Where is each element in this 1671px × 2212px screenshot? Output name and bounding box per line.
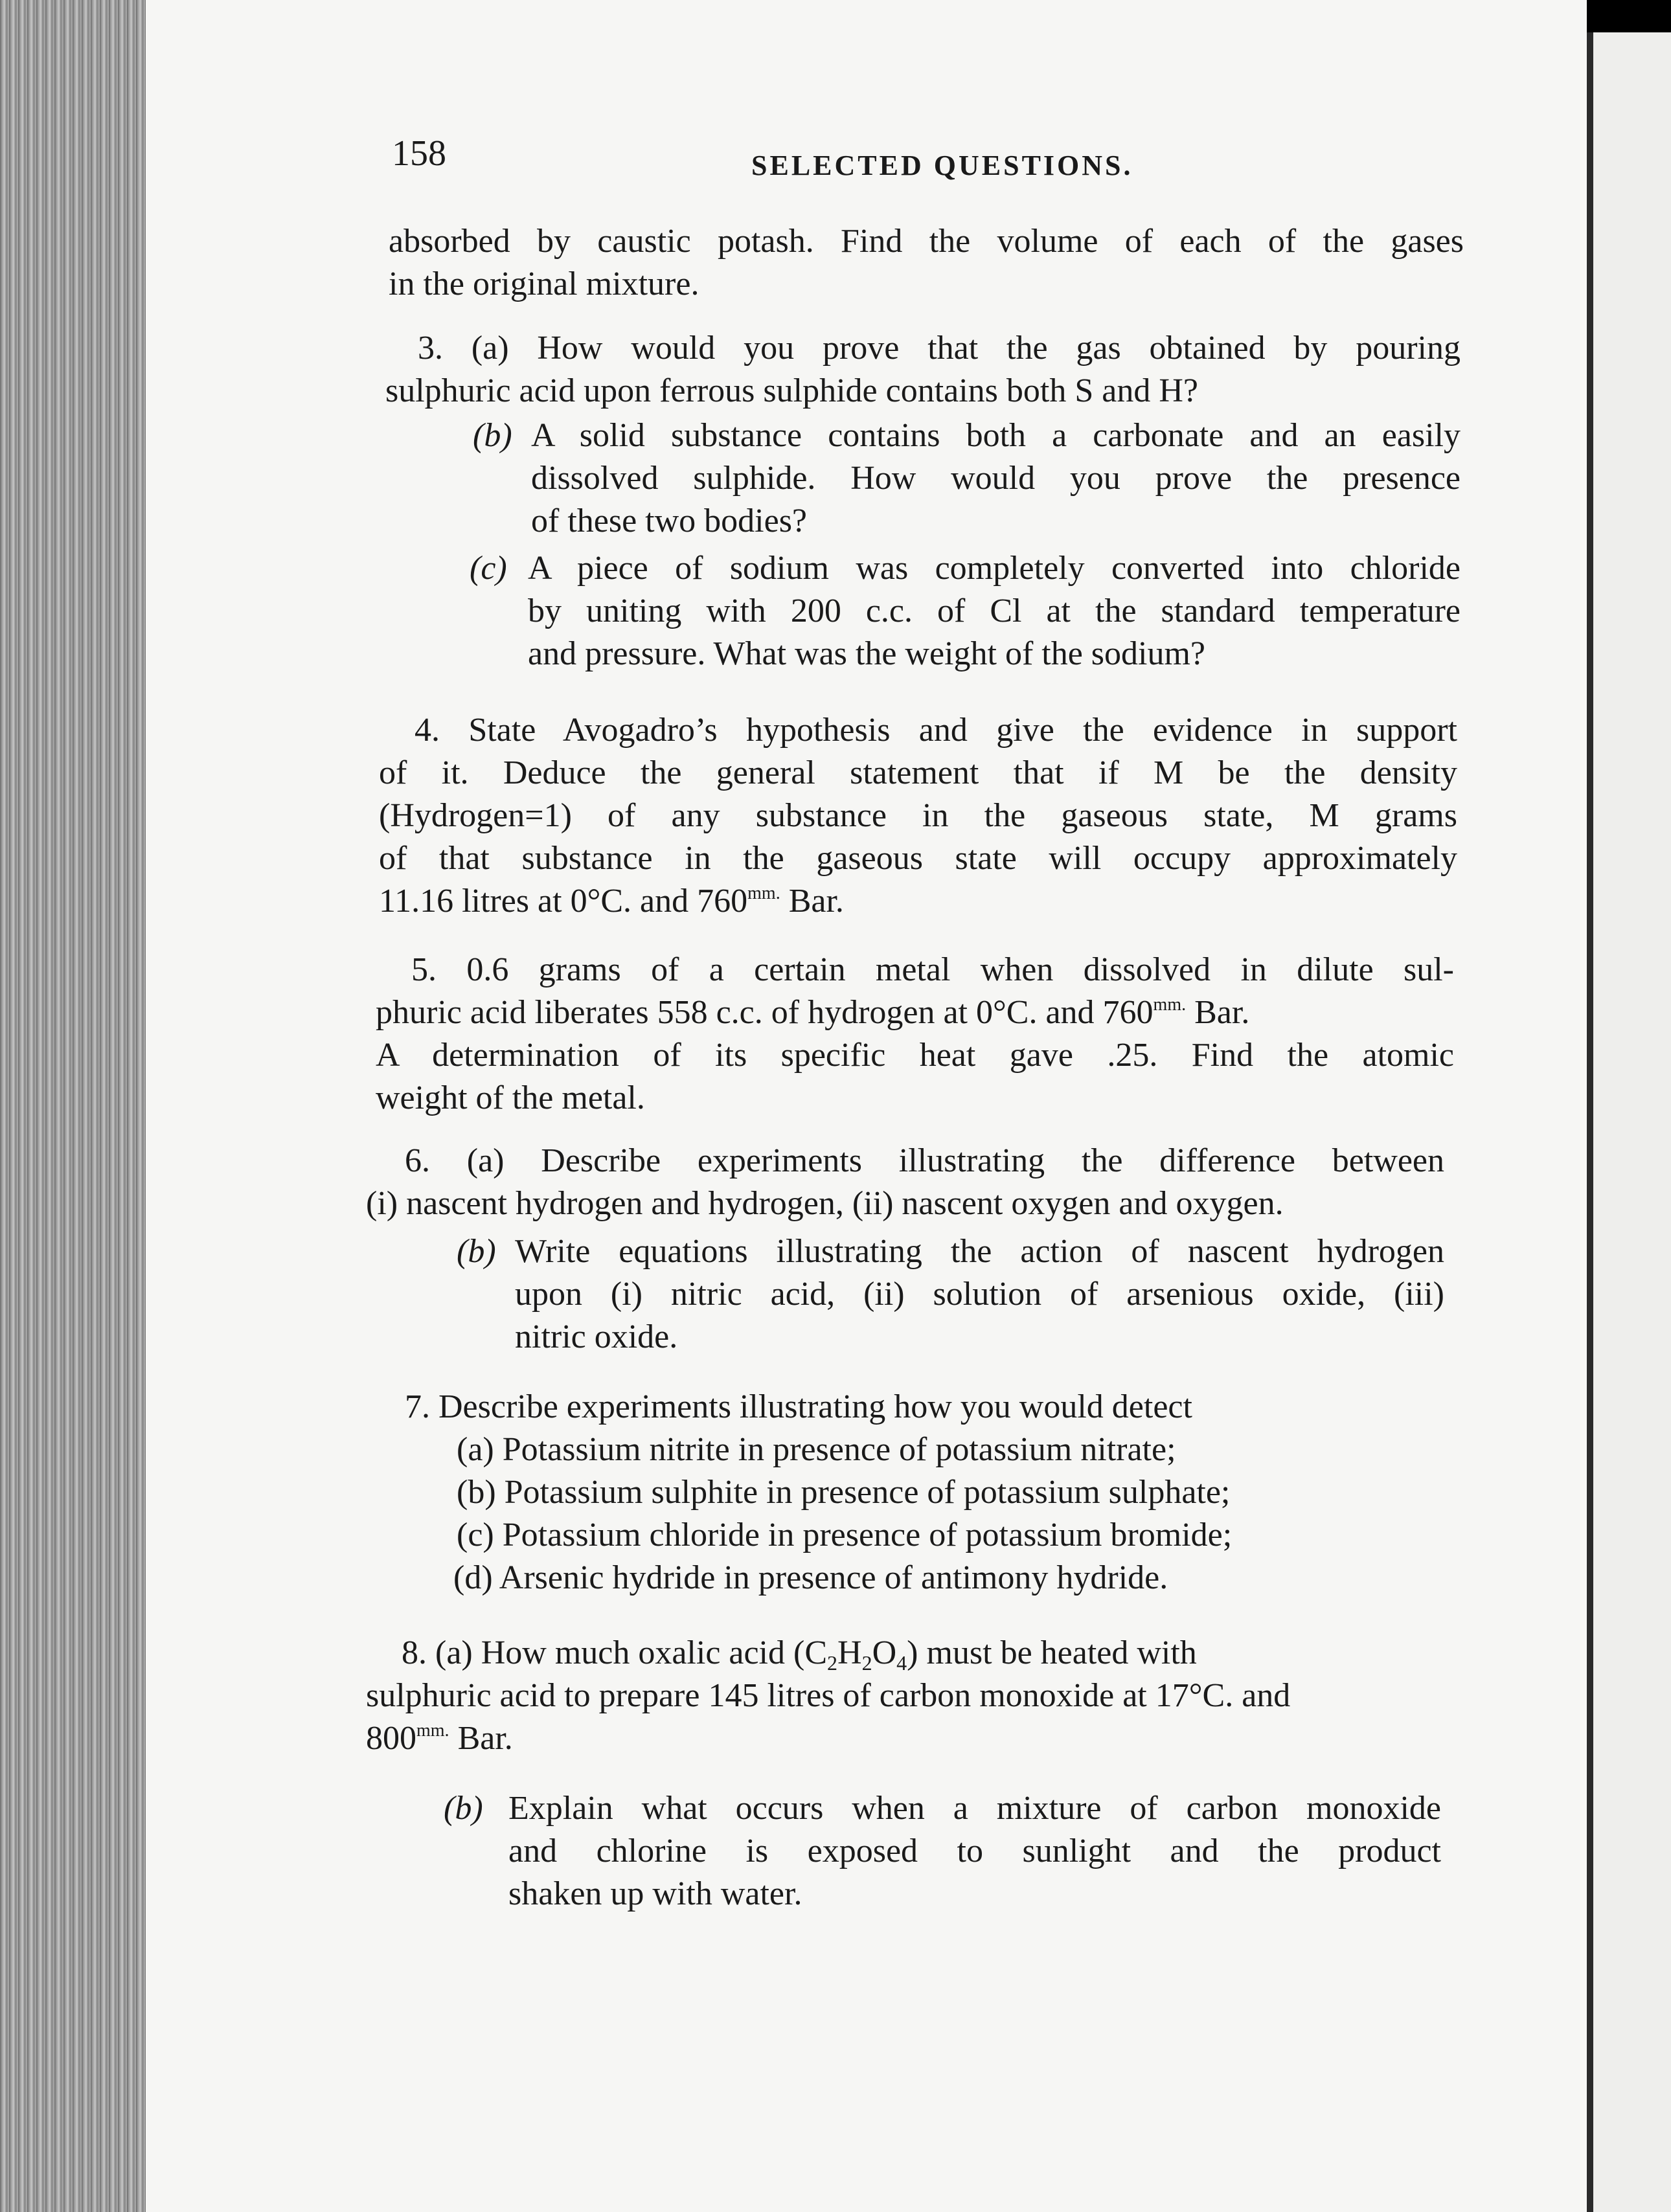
text-line: 8. (a) How much oxalic acid $(C_2H_2O_4)$ must be heated with — [402, 1634, 1197, 1675]
list-item: (d) Arsenic hydride in presence of antimony hydride. — [453, 1559, 1168, 1596]
question-3b — [473, 414, 1461, 543]
running-title: SELECTED QUESTIONS. — [751, 150, 1133, 181]
text-line: of it. Deduce the general statement that if M be the density — [379, 754, 1457, 791]
text-line: sulphuric acid to prepare 145 litres of carbon monoxide at 17°C. and — [366, 1677, 1291, 1714]
text-line: sulphuric acid upon ferrous sulphide contains both S and H? — [385, 372, 1198, 409]
item-label: (c) — [470, 550, 507, 587]
text-line: A solid substance contains both a carbonate and an easily — [531, 417, 1461, 454]
text-line: 6. (a) Describe experiments illustrating the difference between — [405, 1142, 1444, 1179]
question-8b — [444, 1787, 1441, 1915]
page-body — [366, 220, 1467, 1936]
question-5 — [376, 949, 1454, 1120]
text-line: phuric acid liberates 558 c.c. of hydrogen at 0°C. and $760^{mm.}$ Bar. — [376, 994, 1250, 1031]
text-line: weight of the metal. — [376, 1079, 645, 1116]
question-7 — [405, 1386, 1441, 1599]
text-line: (i) nascent hydrogen and hydrogen, (ii) nascent oxygen and oxygen. — [366, 1185, 1284, 1222]
facing-page-strip — [1587, 32, 1671, 2212]
text-line: 5. 0.6 grams of a certain metal when dissolved in dilute sul- — [411, 951, 1454, 988]
page-number: 158 — [392, 133, 446, 174]
question-6 — [366, 1140, 1444, 1225]
text-line: of that substance in the gaseous state will occupy approximately — [379, 840, 1457, 877]
text-line: $800^{mm.}$ Bar. — [366, 1720, 513, 1757]
text-line: and chlorine is exposed to sunlight and the product — [508, 1833, 1441, 1869]
text-line: A piece of sodium was completely converted into chloride — [528, 550, 1461, 587]
text-line: Write equations illustrating the action of nascent hydrogen — [515, 1233, 1444, 1270]
text-line: nitric oxide. — [515, 1318, 678, 1355]
list-item: (b) Potassium sulphite in presence of potassium sulphate; — [457, 1474, 1231, 1511]
text-line: of these two bodies? — [531, 502, 808, 539]
question-8 — [366, 1632, 1441, 1760]
book-spine — [1587, 32, 1593, 2212]
text-line: shaken up with water. — [508, 1875, 802, 1912]
text-line: by uniting with 200 c.c. of Cl at the standard temperature — [528, 592, 1461, 629]
question-4 — [379, 709, 1457, 923]
text-line: and pressure. What was the weight of the sodium? — [528, 635, 1205, 672]
text-line: dissolved sulphide. How would you prove the presence — [531, 460, 1461, 497]
question-3 — [385, 327, 1461, 412]
text-line: upon (i) nitric acid, (ii) solution of arsenious oxide, (iii) — [515, 1276, 1444, 1313]
item-label: (b) — [444, 1790, 483, 1827]
item-label: (b) — [457, 1233, 496, 1270]
text-line: 3. (a) How would you prove that the gas obtained by pouring — [418, 330, 1461, 367]
text-line: A determination of its specific heat gave .25. Find the atomic — [376, 1037, 1454, 1074]
text-line: 4. State Avogadro’s hypothesis and give the evidence in support — [415, 712, 1457, 749]
list-item: (a) Potassium nitrite in presence of potassium nitrate; — [457, 1431, 1176, 1468]
question-6b — [457, 1230, 1444, 1359]
text-line: absorbed by caustic potash. Find the volume of each of the gases — [389, 223, 1464, 260]
question-3c — [470, 547, 1461, 675]
list-item: (c) Potassium chloride in presence of potassium bromide; — [457, 1517, 1233, 1553]
item-label: (b) — [473, 417, 512, 454]
book-page-edges — [0, 0, 149, 2212]
text-line: (Hydrogen=1) of any substance in the gaseous state, M grams — [379, 797, 1457, 834]
text-line: 7. Describe experiments illustrating how you would detect — [405, 1388, 1192, 1425]
continuation-paragraph — [389, 220, 1464, 306]
text-line: 11.16 litres at 0°C. and $760^{mm.}$ Bar. — [379, 883, 844, 920]
text-line: in the original mixture. — [389, 265, 699, 302]
text-line: Explain what occurs when a mixture of carbon monoxide — [508, 1790, 1441, 1827]
